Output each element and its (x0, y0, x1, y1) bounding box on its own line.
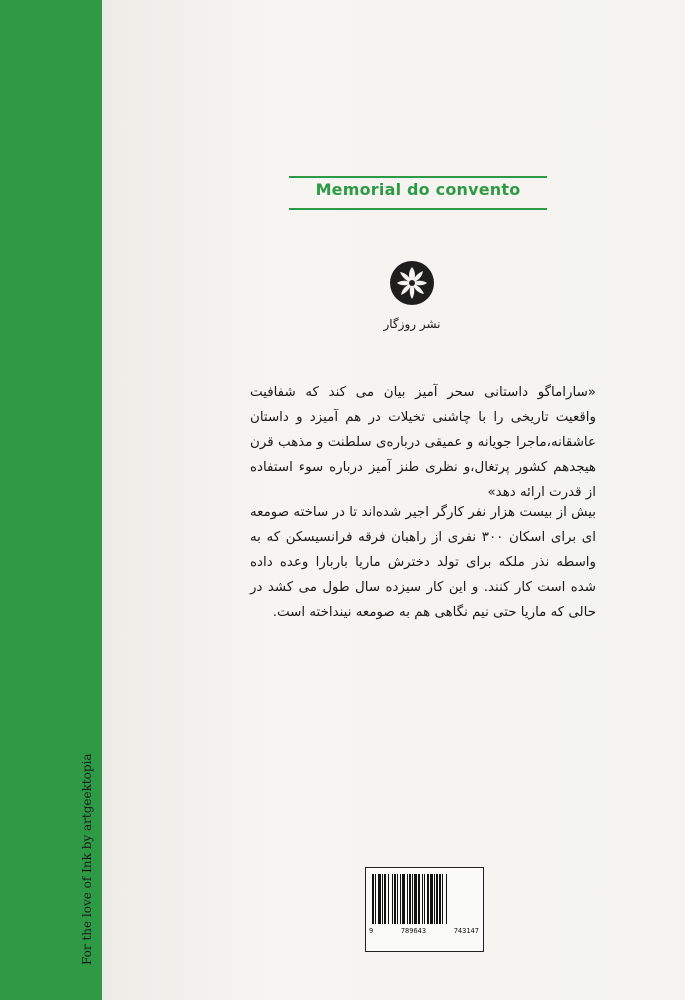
barcode-digit-group: 743147 (453, 927, 479, 935)
barcode-bar (418, 874, 420, 924)
spine-credit: For the love of Ink by artgeektopia (80, 753, 94, 965)
barcode-bar (427, 874, 429, 924)
barcode-digit-group: 789643 (400, 927, 427, 935)
barcode-bar (409, 874, 411, 924)
barcode-bar (407, 874, 408, 924)
title-rule-bottom (289, 208, 547, 210)
barcode (371, 874, 475, 924)
barcode-bar (384, 874, 386, 924)
barcode-bar (372, 874, 374, 924)
barcode-bar (400, 874, 401, 924)
barcode-bar (402, 874, 405, 924)
barcode-bar (424, 874, 425, 924)
book-title: Memorial do convento (315, 180, 521, 199)
barcode-bar (394, 874, 396, 924)
barcode-bar (414, 874, 417, 924)
barcode-bar (392, 874, 393, 924)
barcode-bar (439, 874, 441, 924)
barcode-bar (382, 874, 383, 924)
barcode-bar (378, 874, 381, 924)
barcode-bar (434, 874, 435, 924)
barcode-bar (388, 874, 389, 924)
publisher-name: نشر روزگار (383, 317, 441, 331)
publisher-logo-icon (387, 258, 437, 308)
blurb-paragraph-2: بیش از بیست هزار نفر کارگر اجیر شده‌اند تا در ساخته صومعه ای برای اسکان ۳۰۰ نفری از راهبان فرقه فرانسیسکن که به واسطه نذر ملکه برای تولد دخترش ماریا باربارا وعده داده شده است کار کنند. و این کار سیزده سال طول می کشد در حالی که ماریا حتی نیم نگاهی هم به صومعه نینداخته است. (250, 505, 596, 620)
barcode-bar (446, 874, 447, 924)
blurb-paragraph-1: «ساراماگو داستانی سحر آمیز بیان می کند که شفافیت واقعیت تاریخی را با چاشنی تخیلات در هم آمیزد و داستان عاشقانه،ماجرا جویانه و عمیقی درباره‌ی سلطنت و مذهب قرن هیجدهم کشور پرتغال،و نظری طنز آمیز درباره سوء استفاده از قدرت ارائه دهد» (250, 385, 596, 500)
barcode-bar (412, 874, 413, 924)
barcode-bar (375, 874, 376, 924)
barcode-digits (369, 927, 479, 935)
barcode-bar (422, 874, 423, 924)
title-rule-top (289, 176, 547, 178)
barcode-bar (430, 874, 433, 924)
barcode-digit-group: 9 (369, 927, 374, 935)
barcode-bar (436, 874, 438, 924)
barcode-bar (442, 874, 443, 924)
barcode-bar (397, 874, 398, 924)
